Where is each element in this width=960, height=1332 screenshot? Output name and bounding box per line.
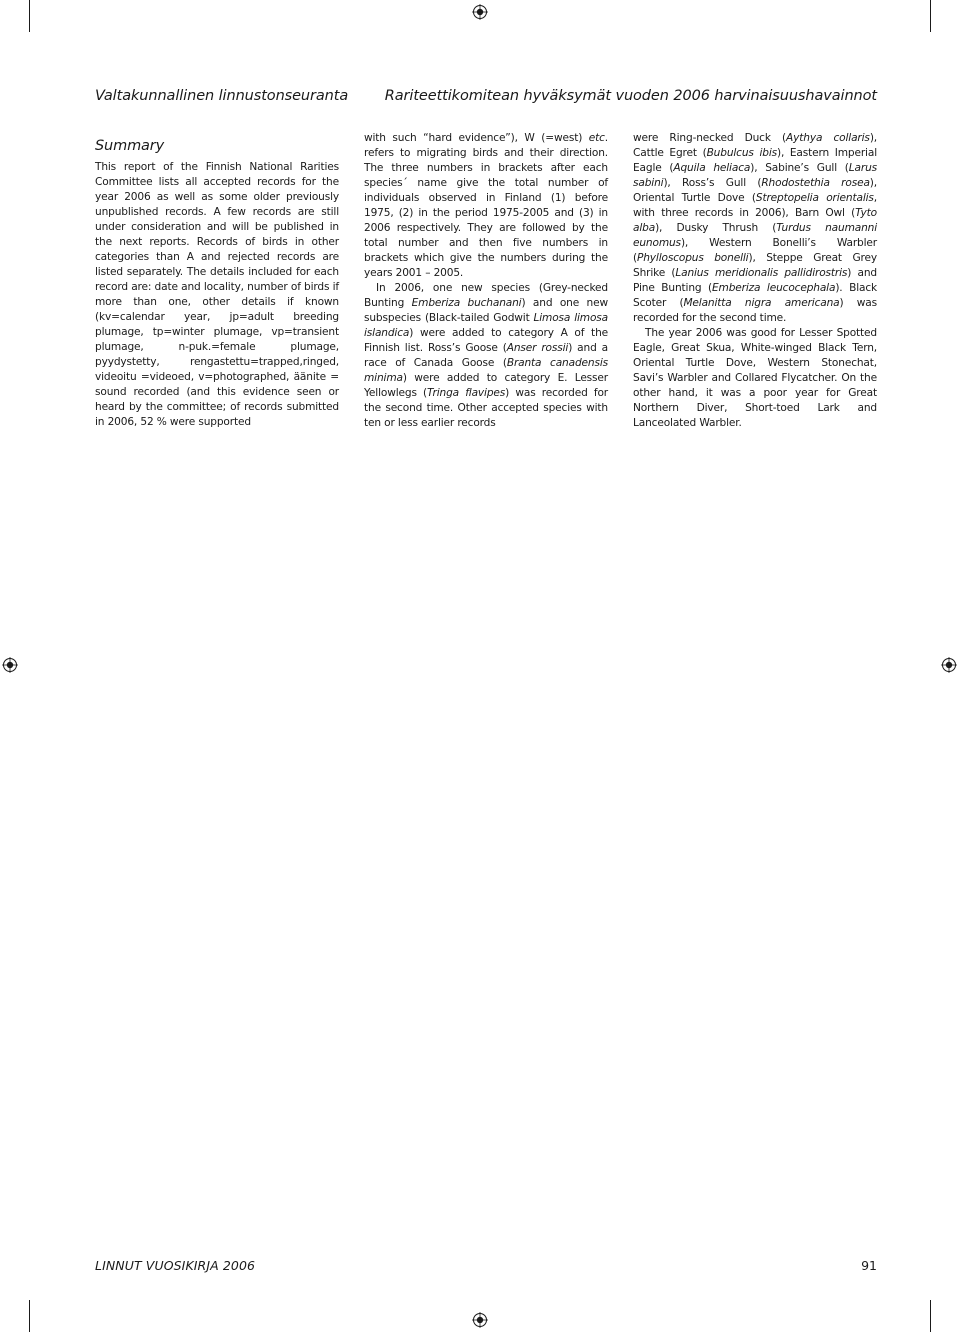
species-name: Phylloscopus bonelli	[636, 252, 749, 264]
species-name: Emberiza leucocephala	[711, 282, 836, 294]
species-name: Lanius meridionalis pallidirostris	[675, 267, 848, 279]
text-run: ), Ross’s Gull (	[663, 177, 762, 189]
species-name: Streptopelia orientalis	[755, 192, 874, 204]
text-run: ) was recorded for the second time. Other accepted species with ten or less earlier records	[364, 387, 608, 429]
paragraph-good-year: The year 2006 was good for Lesser Spotted Eagle, Great Skua, White-winged Black Tern, Oriental Turtle Dove, Western Stonechat, Savi’s Warbler and Collared Flycatcher. On the other hand, it was a poor year for Great Northern Diver, Short-toed Lark and Lanceolated Warbler.	[633, 327, 877, 429]
species-name: Tringa flavipes	[427, 387, 506, 399]
species-name: Limosa limosa islandica	[364, 312, 608, 339]
text-run: ), Eastern Imperial Eagle (	[633, 147, 877, 174]
page-number: 91	[861, 1258, 877, 1273]
running-header-left: Valtakunnallinen linnustonseuranta	[95, 88, 349, 104]
species-name: Bubulcus ibis	[706, 147, 777, 159]
text-run: ) were added to category A of the Finnish list. Ross’s Goose (	[364, 327, 608, 354]
text-run: ) and a race of Canada Goose (	[364, 342, 608, 369]
text-run: ) and one new subspecies (Black-tailed Godwit	[364, 297, 609, 324]
registration-mark-left-icon	[2, 657, 18, 673]
summary-paragraph: This report of the Finnish National Rarities Committee lists all accepted records for the year 2006 as well as some older previously unpublished records. A few records are still under consideration and will be published in the next reports. Records of birds in other categories than A and rejected records are listed separately. The details included for each record are: date and locality, number of birds if more than one, other details if known (kv=calendar year, jp=adult breeding plumage, tp=winter plumage, vp=transient plumage, n-puk.=female plumage, pyydystetty, rengastettu=trapped,ringed, videoitu =videoed, v=photographed, äänite = sound recorded (and this evidence seen or heard by the committee; of records submitted in 2006, 52 % were supported	[95, 161, 339, 428]
species-name: Emberiza buchanani	[411, 297, 522, 309]
text-run: ), Steppe Great Grey Shrike (	[633, 252, 877, 279]
species-name: Rhodostethia rosea	[761, 177, 870, 189]
text-run: ). Black Scoter (	[633, 282, 877, 309]
text-run: ) was recorded for the second time.	[633, 297, 877, 324]
species-name: Branta canadensis minima	[364, 357, 608, 384]
crop-mark-bottom-left	[29, 1300, 30, 1332]
summary-heading: Summary	[95, 138, 165, 154]
text-run: In 2006, one new species (Grey-necked Bunting	[364, 282, 608, 309]
text-run: ), Sabine’s Gull (	[750, 162, 849, 174]
text-run: ), Oriental Turtle Dove (	[633, 177, 877, 204]
species-name: Aquila heliaca	[673, 162, 751, 174]
species-name: Melanitta nigra americana	[683, 297, 840, 309]
text-run: ), Dusky Thrush (	[655, 222, 777, 234]
text-run: . refers to migrating birds and their direction. The three numbers in brackets after each species´ name give the total number of individuals observed in Finland (1) before 1975, (2) in the period 1975-2005 and (3) in 2006 respectively. They are followed by the total number and then five numbers in brackets which give the numbers during the years 2001 – 2005.	[364, 132, 608, 279]
column-summary	[95, 136, 339, 430]
species-name: Aythya collaris	[786, 132, 870, 144]
crop-mark-top-right	[930, 0, 931, 32]
paragraph-species-list	[633, 131, 877, 326]
text-run: ) were added to category E. Lesser Yellowlegs (	[364, 372, 608, 399]
text-run: ) and Pine Bunting (	[633, 267, 877, 294]
registration-mark-top-icon	[472, 4, 488, 20]
species-name: Tyto alba	[633, 207, 877, 234]
registration-mark-right-icon	[941, 657, 957, 673]
registration-mark-bottom-icon	[472, 1312, 488, 1328]
column-middle	[364, 131, 608, 431]
text-run: , with three records in 2006), Barn Owl (	[633, 192, 877, 219]
species-name: Anser rossii	[506, 342, 569, 354]
paragraph-new-species	[364, 281, 608, 431]
crop-mark-bottom-right	[930, 1300, 931, 1332]
species-name: Turdus naumanni eunomus	[633, 222, 877, 249]
text-run: with such “hard evidence”), W (=west)	[364, 132, 589, 144]
italic-run: etc	[588, 132, 605, 144]
text-run: ), Cattle Egret (	[633, 132, 878, 159]
running-header-right: Rariteettikomitean hyväksymät vuoden 2006 harvinaisuushavainnot	[384, 88, 877, 104]
footer-publication: LINNUT VUOSIKIRJA 2006	[95, 1258, 256, 1273]
text-run: ), Western Bonelli’s Warbler (	[633, 237, 877, 264]
text-run: were Ring-necked Duck (	[633, 132, 787, 144]
column-right	[633, 131, 877, 431]
crop-mark-top-left	[29, 0, 30, 32]
species-name: Larus sabini	[633, 162, 877, 189]
paragraph-evidence	[364, 131, 608, 281]
